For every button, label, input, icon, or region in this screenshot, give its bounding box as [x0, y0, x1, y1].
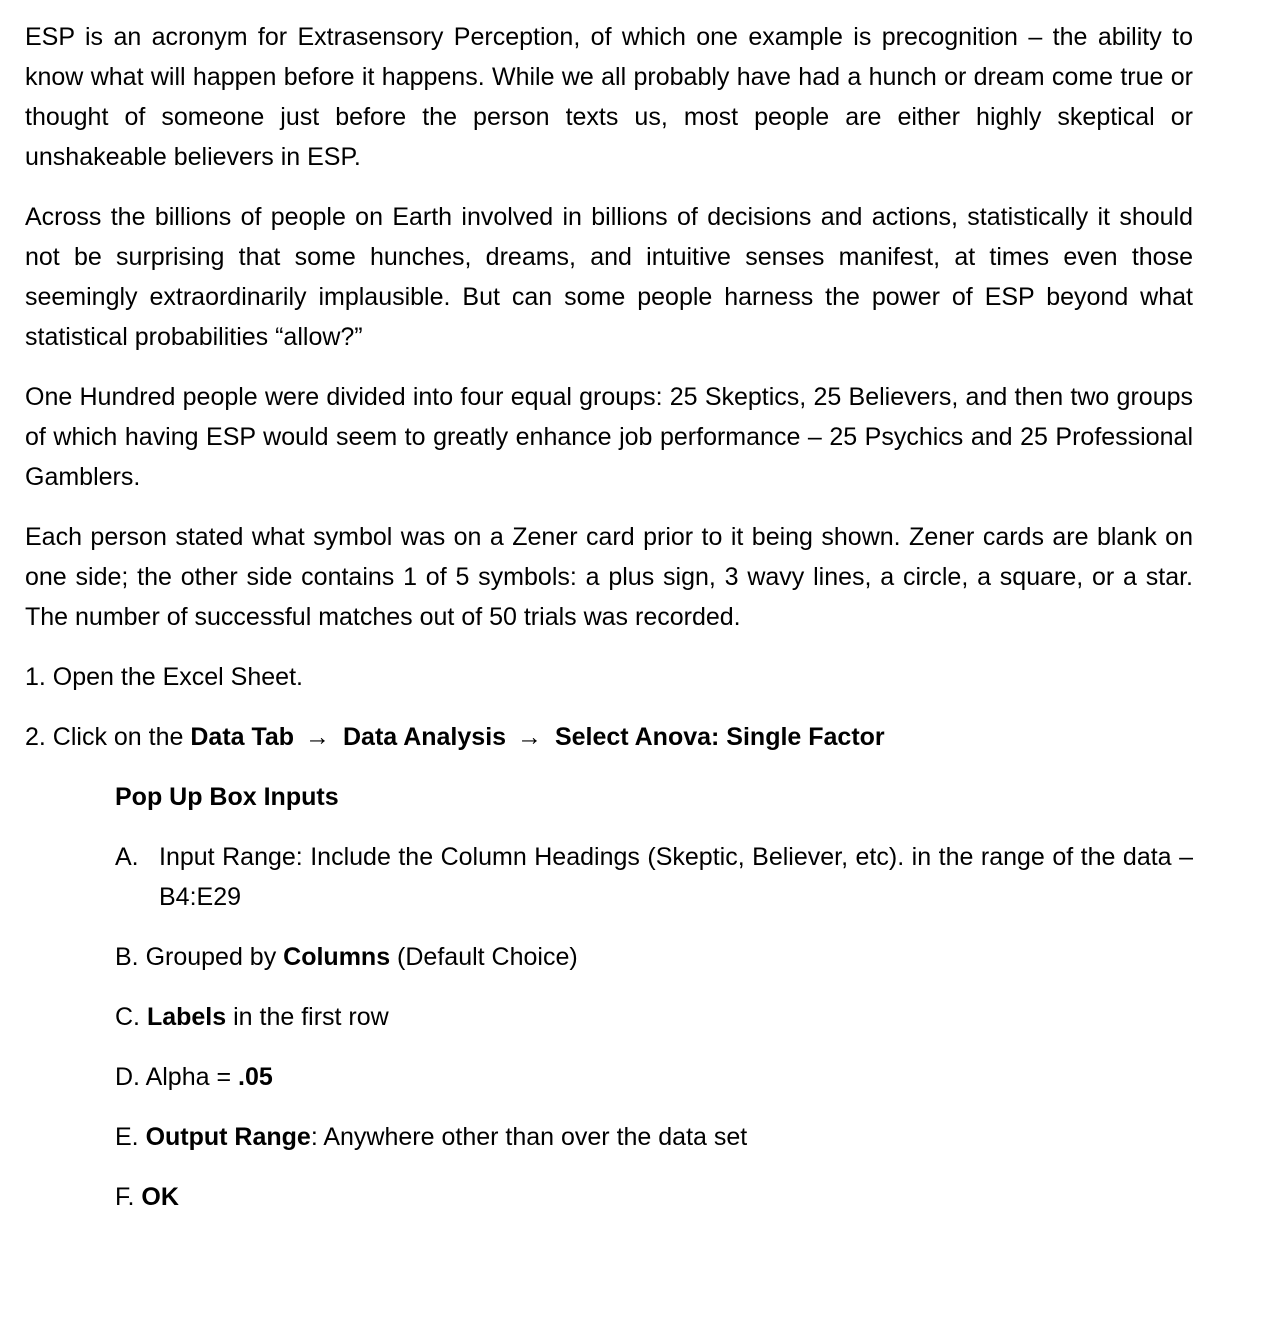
- option-f-ok: [115, 1177, 1193, 1217]
- option-e-output-range: [115, 1117, 1193, 1157]
- option-c-suffix: in the first row: [226, 1003, 389, 1031]
- paragraph-groups: One Hundred people were divided into four equal groups: 25 Skeptics, 25 Believers, and then two groups of which having ESP would seem to greatly enhance job performance – 25 Psychics and 25 Professional Gamblers.: [25, 383, 1193, 491]
- step-2-data-analysis: [25, 717, 1193, 757]
- data-analysis-label: Data Analysis: [343, 723, 507, 751]
- select-anova-label: Select Anova: Single Factor: [554, 723, 885, 751]
- option-b-grouped-by: [115, 937, 1193, 977]
- option-d-bold: .05: [238, 1063, 273, 1091]
- popup-box-inputs-section: [25, 777, 1193, 1217]
- option-b-prefix: B. Grouped by: [115, 943, 284, 971]
- option-a-letter: A.: [115, 843, 139, 871]
- option-f-bold: OK: [141, 1183, 179, 1211]
- option-e-bold: Output Range: [145, 1123, 311, 1151]
- option-a-text: Input Range: Include the Column Headings (Skeptic, Believer, etc). in the range of the data – B4:E29: [159, 843, 1193, 911]
- paragraph-statistics: Across the billions of people on Earth involved in billions of decisions and actions, statistically it should not be surprising that some hunches, dreams, and intuitive senses manifest, at times even those seemingly extraordinarily implausible. But can some people harness the power of ESP beyond what statistical probabilities “allow?”: [25, 203, 1193, 351]
- option-e-prefix: E.: [115, 1123, 146, 1151]
- arrow-right-icon: →: [305, 723, 331, 751]
- option-e-suffix: : Anywhere other than over the data set: [310, 1123, 748, 1151]
- option-b-suffix: (Default Choice): [390, 943, 578, 971]
- option-a-input-range: [115, 837, 1193, 917]
- arrow-right-icon: →: [517, 723, 542, 751]
- step-1-open-excel: 1. Open the Excel Sheet.: [25, 663, 303, 691]
- option-d-alpha: [115, 1057, 1193, 1097]
- option-b-bold: Columns: [283, 943, 391, 971]
- option-c-bold: Labels: [146, 1003, 227, 1031]
- data-tab-label: Data Tab: [190, 723, 295, 751]
- paragraph-esp-intro: ESP is an acronym for Extrasensory Perception, of which one example is precognition – the ability to know what will happen before it happens. While we all probably have had a hunch or dream come true or thought of someone just before the person texts us, most people are either highly skeptical or unshakeable believers in ESP.: [25, 23, 1193, 171]
- option-c-prefix: C.: [115, 1003, 147, 1031]
- step-2-prefix: 2. Click on the: [25, 723, 191, 751]
- option-f-prefix: F.: [115, 1183, 142, 1211]
- option-c-labels: [115, 997, 1193, 1037]
- option-d-prefix: D. Alpha =: [115, 1063, 238, 1091]
- popup-heading: Pop Up Box Inputs: [115, 783, 339, 811]
- paragraph-zener-cards: Each person stated what symbol was on a Zener card prior to it being shown. Zener cards are blank on one side; the other side contains 1 of 5 symbols: a plus sign, 3 wavy lines, a circle, a square, or a star. The number of successful matches out of 50 trials was recorded.: [25, 523, 1193, 631]
